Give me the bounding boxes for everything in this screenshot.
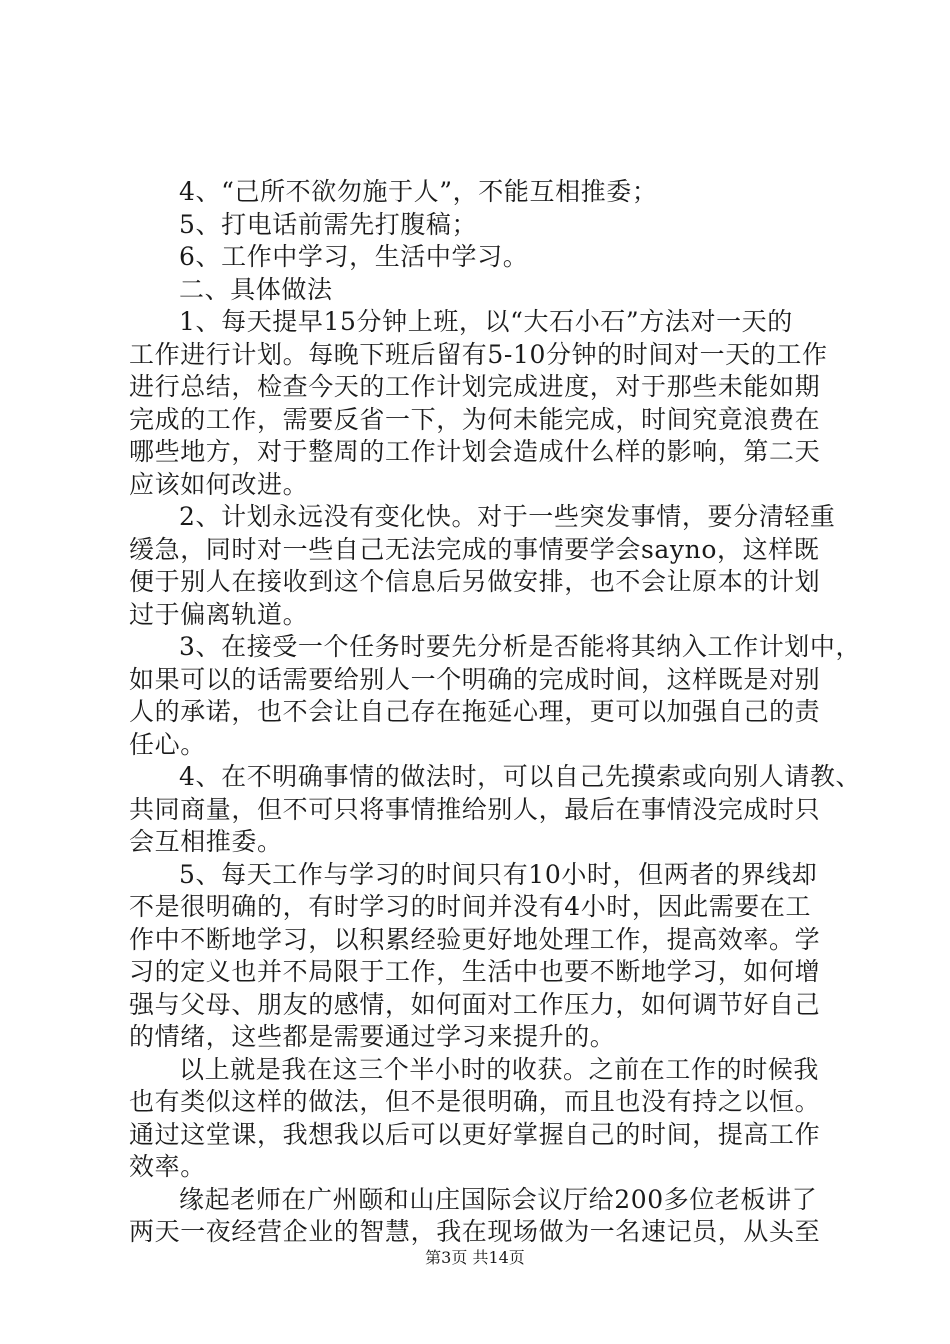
text-line: 应该如何改进。 [129, 469, 309, 499]
text-line: 不是很明确的，有时学习的时间并没有4小时，因此需要在工 [129, 892, 812, 921]
text-line: 任心。 [129, 729, 206, 759]
text-line: 5、打电话前需先打腹稿； [179, 209, 478, 239]
text-line: 效率。 [129, 1152, 206, 1181]
text-line: 通过这堂课，我想我以后可以更好掌握自己的时间，提高工作 [129, 1119, 821, 1149]
text-line: 哪些地方，对于整周的工作计划会造成什么样的影响，第二天 [129, 437, 821, 466]
text-line: 工作进行计划。每晚下班后留有5-10分钟的时间对一天的工作 [129, 339, 828, 369]
text-line: 过于偏离轨道。 [129, 599, 309, 629]
text-line: 也有类似这样的做法，但不是很明确，而且也没有持之以恒。 [129, 1087, 821, 1116]
text-line: 进行总结，检查今天的工作计划完成进度，对于那些未能如期 [129, 372, 821, 401]
page-footer: 第3页 共14页 [425, 1248, 525, 1267]
text-line: 4、在不明确事情的做法时，可以自己先摸索或向别人请教、 [179, 762, 862, 791]
text-line: 缘起老师在广州颐和山庄国际会议厅给200多位老板讲了 [179, 1184, 818, 1214]
text-line: 二、具体做法 [179, 274, 333, 304]
text-line: 便于别人在接收到这个信息后另做安排，也不会让原本的计划 [129, 567, 821, 596]
text-line: 3、在接受一个任务时要先分析是否能将其纳入工作计划中， [179, 632, 862, 661]
text-line: 两天一夜经营企业的智慧，我在现场做为一名速记员，从头至 [129, 1217, 821, 1246]
text-line: 作中不断地学习，以积累经验更好地处理工作，提高效率。学 [129, 924, 821, 954]
text-line: 会互相推委。 [129, 827, 283, 856]
text-line: 的情绪，这些都是需要通过学习来提升的。 [129, 1022, 616, 1051]
text-line: 强与父母、朋友的感情，如何面对工作压力，如何调节好自己 [129, 989, 821, 1019]
text-line: 习的定义也并不局限于工作，生活中也要不断地学习，如何增 [129, 957, 821, 986]
text-line: 4、“己所不欲勿施于人”，不能互相推委； [179, 177, 658, 206]
text-line: 如果可以的话需要给别人一个明确的完成时间，这样既是对别 [129, 664, 821, 694]
text-line: 6、工作中学习，生活中学习。 [179, 242, 529, 271]
text-line: 2、计划永远没有变化快。对于一些突发事情，要分清轻重 [179, 502, 836, 531]
text-line: 缓急，同时对一些自己无法完成的事情要学会sayno，这样既 [129, 534, 820, 564]
text-line: 人的承诺，也不会让自己存在拖延心理，更可以加强自己的责 [129, 697, 821, 726]
document-body [129, 176, 862, 1249]
text-line: 完成的工作，需要反省一下，为何未能完成，时间究竟浪费在 [129, 404, 821, 434]
text-line: 1、每天提早15分钟上班，以“大石小石”方法对一天的 [179, 307, 793, 336]
text-line: 以上就是我在这三个半小时的收获。之前在工作的时候我 [179, 1054, 820, 1084]
text-line: 5、每天工作与学习的时间只有10小时，但两者的界线却 [179, 859, 818, 889]
text-line: 共同商量，但不可只将事情推给别人，最后在事情没完成时只 [129, 794, 821, 824]
